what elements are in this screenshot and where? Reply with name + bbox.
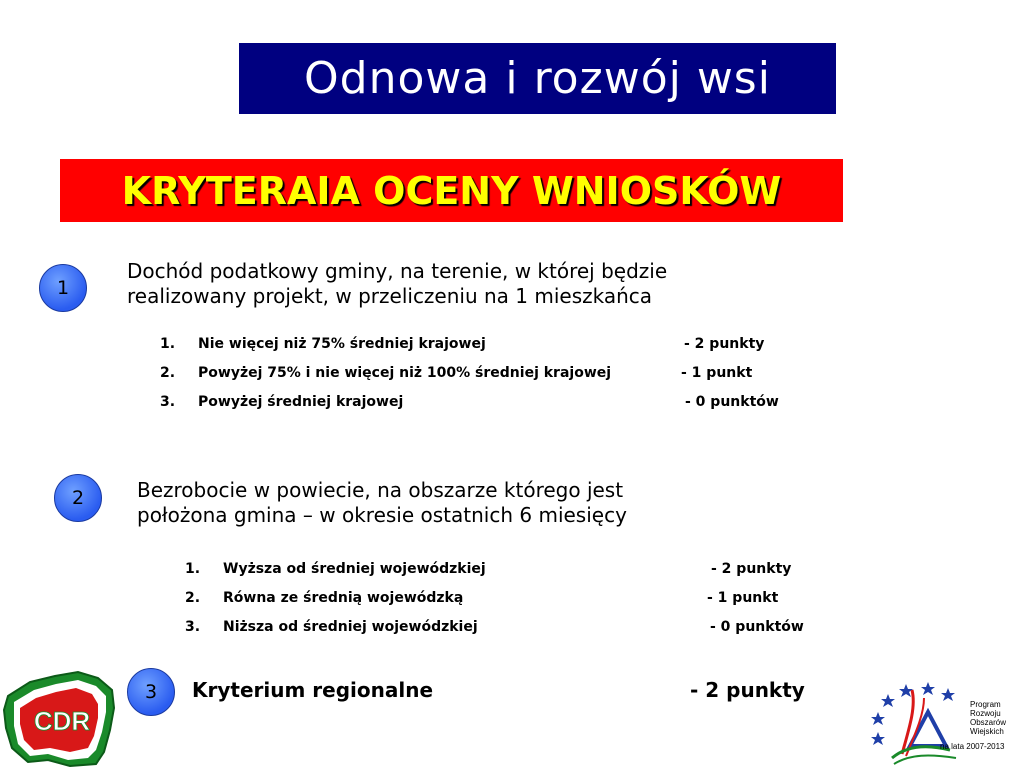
criterion-1-badge [39,264,87,312]
prow-program-text: Program Rozwoju Obszarów Wiejskich [970,700,1007,736]
criterion-2-line2: położona gmina – w okresie ostatnich 6 miesięcy [137,503,627,527]
list-item: 2. Równa ze średnią wojewódzką - 1 punkt [185,590,779,606]
criterion-1-heading [127,259,667,309]
criterion-3-label: Kryterium regionalne [192,678,434,702]
criterion-1-line2: realizowany projekt, w przeliczeniu na 1 mieszkańca [127,284,653,308]
prow-years-text: na lata 2007-2013 [940,742,1005,751]
page-title: Odnowa i rozwój wsi [304,53,771,104]
list-item: 1. Nie więcej niż 75% średniej krajowej - 2 punkty [160,336,765,352]
criterion-1-number: 1 [56,277,70,299]
criterion-3-badge [127,668,175,716]
criterion-1-list [160,336,800,423]
criterion-3-points: - 2 punkty [690,678,805,702]
criterion-2-list [185,561,825,648]
criterion-2-heading [137,478,627,528]
criterion-2-line1: Bezrobocie w powiecie, na obszarze którego jest [137,478,624,502]
list-item: 1. Wyższa od średniej wojewódzkiej - 2 punkty [185,561,792,577]
list-item: 3. Niższa od średniej wojewódzkiej - 0 punktów [185,619,804,635]
criterion-3-number: 3 [144,681,158,703]
page-subtitle: KRYTERAIA OCENY WNIOSKÓW [121,168,782,213]
criterion-2-number: 2 [71,487,85,509]
cdr-logo-text: CDR [33,706,91,736]
list-item: 3. Powyżej średniej krajowej - 0 punktów [160,394,779,410]
cdr-logo [0,668,118,768]
list-item: 2. Powyżej 75% i nie więcej niż 100% średniej krajowej - 1 punkt [160,365,753,381]
title-banner [239,43,836,114]
criterion-1-line1: Dochód podatkowy gminy, na terenie, w której będzie [127,259,668,283]
criterion-2-badge [54,474,102,522]
subtitle-banner [60,159,843,222]
